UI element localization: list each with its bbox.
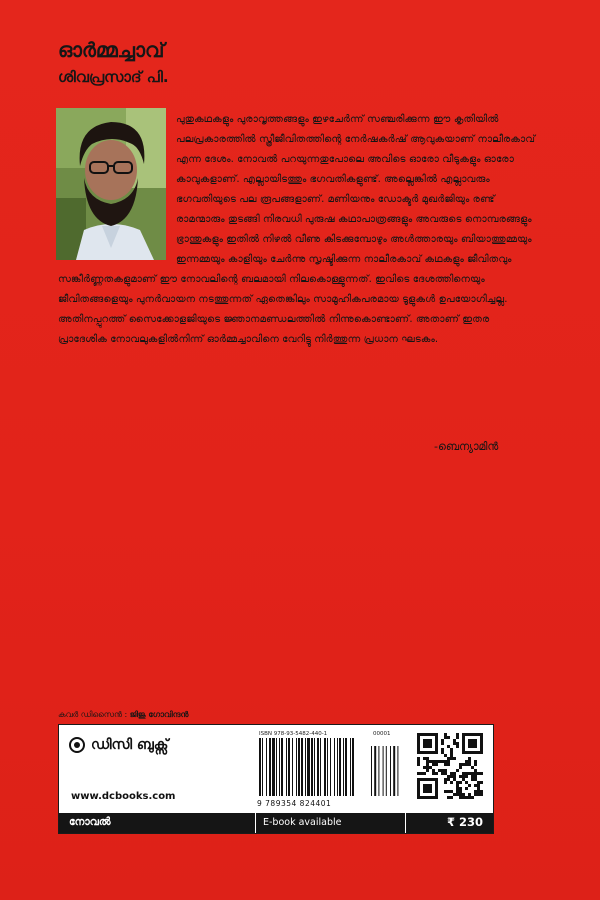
price-label: ₹ 230	[446, 815, 483, 829]
book-title: ഓർമ്മച്ചാവ്	[58, 38, 165, 62]
isbn-barcode	[255, 729, 405, 809]
publisher-info-box	[58, 724, 494, 834]
barcode-bars	[255, 738, 405, 808]
author-portrait-illustration	[56, 108, 166, 260]
footer-bar	[59, 813, 493, 833]
isbn-label: ISBN 978-93-5482-440-1	[259, 731, 328, 737]
footer-divider	[255, 813, 256, 833]
dc-books-logo-icon	[69, 737, 85, 753]
cover-design-label: കവർ ഡിസൈൻ :	[58, 710, 128, 719]
barcode-addon-digits: 00001	[373, 731, 391, 737]
author-photo	[56, 108, 166, 260]
cover-designer-name: ജിജു ഗോവിന്ദൻ	[129, 710, 189, 719]
footer-divider	[405, 813, 406, 833]
qr-code	[417, 733, 483, 799]
publisher-logo	[69, 737, 168, 753]
blurb-signature: -ബെന്യാമിൻ	[434, 440, 499, 453]
barcode-number: 9 789354 824401	[257, 799, 332, 808]
ebook-note: E-book available	[263, 817, 342, 828]
publisher-name: ഡിസി ബുക്സ്	[91, 737, 169, 753]
cover-design-credit	[58, 710, 188, 720]
blurb-body: പുതുകഥകളും പുരാവൃത്തങ്ങളും ഇഴചേർന്ന് സഞ്ചരിക്കുന്ന ഈ കൃതിയിൽ പലപ്രകാരത്തിൽ സ്ത്രീജീവിതത്തിന്റെ നേർഷകർഷ് ആവുകയാണ് നാലീരകാവ് എന്ന ദേശം. നോവൽ പറയുന്നതുപോലെ അവിടെ ഓരോ വീടുകളും ഓരോ കാവുകളാണ്. എല്ലായിടത്തും ഭഗവതികളുണ്ട്. അല്ലെങ്കിൽ എല്ലാവരും ഭഗവതിയുടെ പല രൂപങ്ങളാണ്. മണിയനും ഡോക്ടർ മുഖർജിയും രണ്ട് രാമന്മാരും തുടങ്ങി നിരവധി പുരുഷ കഥാപാത്രങ്ങളും അവരുടെ നൊമ്പരങ്ങളും ഭ്രാന്തുകളും ഇതിൽ നിഴൽ വീണു കിടക്കുമ്പോഴും അൾത്താരയും ബിയാത്തുമ്മയും ഇന്നമ്മയും കാളിയും ചേർന്നു സൃഷ്ടിക്കുന്ന നാലീരകാവ് കഥകളും ജീവിതവും സങ്കീർണ്ണതകളുമാണ് ഈ നോവലിന്റെ ബലമായി നിലകൊള്ളുന്നത്. ഇവിടെ ദേശത്തിനെയും ജീവിതങ്ങളെയും പുനർവായന നടത്തുന്നത് ഏതെങ്കിലും സാമൂഹികപരമായ ടൂളുകൾ ഉപയോഗിച്ചല്ല. അതിനപ്പുറത്ത് സൈക്കോളജിയുടെ ജ്ഞാനമണ്ഡലത്തിൽ നിന്നുകൊണ്ടാണ്. അതാണ് ഇതര പ്രാദേശിക നോവലുകളിൽനിന്ന് ഓർമ്മച്ചാവിനെ വേറിട്ടു നിർത്തുന്ന പ്രധാന ഘടകം.	[58, 114, 536, 345]
book-author: ശിവപ്രസാദ് പി.	[58, 68, 169, 86]
publisher-website: www.dcbooks.com	[71, 791, 176, 802]
genre-label: നോവൽ	[69, 816, 111, 828]
